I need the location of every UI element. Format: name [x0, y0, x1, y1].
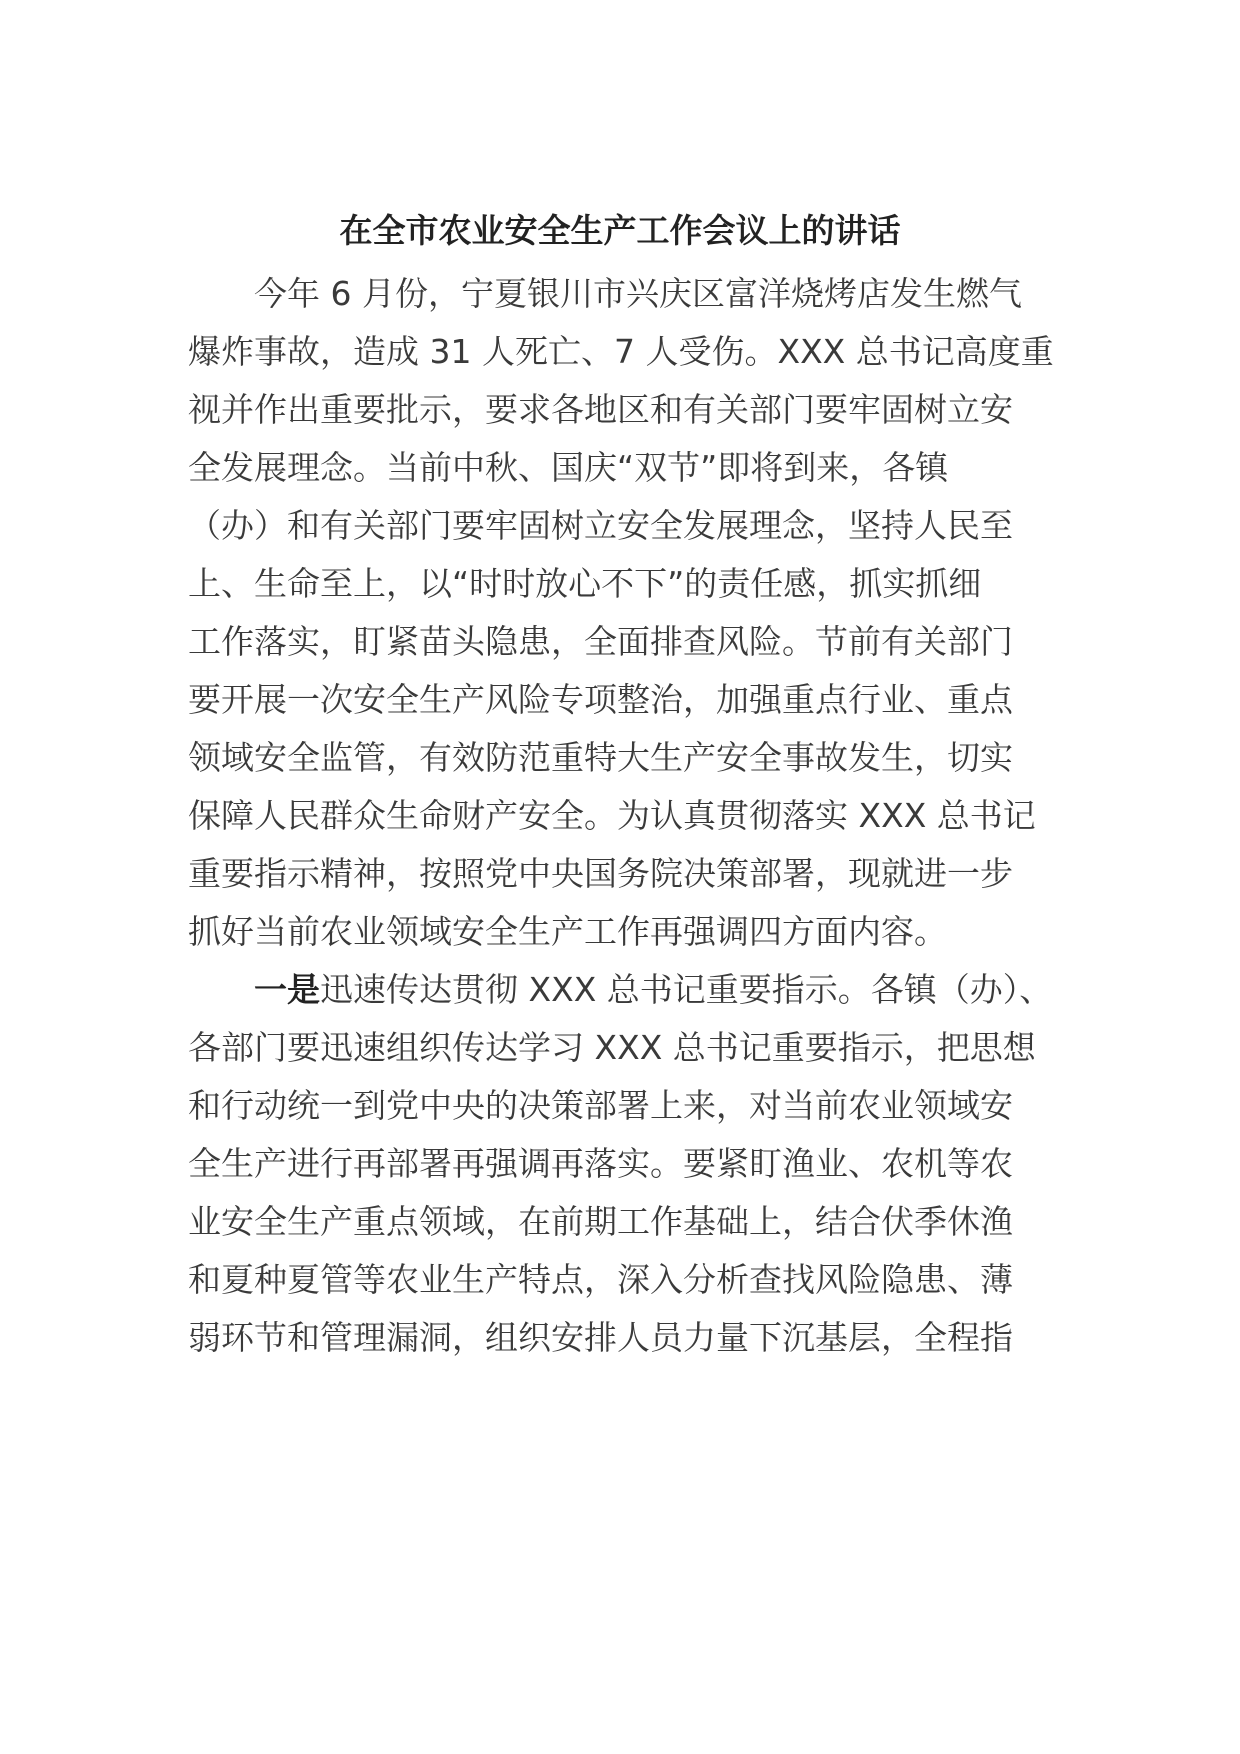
paragraph-first-line [254, 968, 1052, 1012]
paragraph-line: 工作落实，盯紧苗头隐患，全面排查风险。节前有关部门 [188, 622, 1013, 661]
paragraph-line: 业安全生产重点领域，在前期工作基础上，结合伏季休渔 [188, 1202, 1013, 1241]
paragraph-line: 全发展理念。当前中秋、国庆“双节”即将到来，各镇 [188, 448, 949, 487]
paragraph-line: 上、生命至上，以“时时放心不下”的责任感，抓实抓细 [188, 564, 982, 603]
paragraph-line: 爆炸事故，造成 31 人死亡、7 人受伤。XXX 总书记高度重 [188, 332, 1054, 371]
paragraph-line: （办）和有关部门要牢固树立安全发展理念，坚持人民至 [188, 506, 1013, 545]
paragraph-line: 弱环节和管理漏洞，组织安排人员力量下沉基层，全程指 [188, 1318, 1013, 1357]
paragraph-line: 要开展一次安全生产风险专项整治，加强重点行业、重点 [188, 680, 1013, 719]
paragraph-first-line-text: 迅速传达贯彻 XXX 总书记重要指示。各镇（办）、 [320, 970, 1053, 1009]
paragraph-line: 今年 6 月份，宁夏银川市兴庆区富洋烧烤店发生燃气 [254, 274, 1022, 313]
paragraph-line: 领域安全监管，有效防范重特大生产安全事故发生，切实 [188, 738, 1013, 777]
paragraph-line: 全生产进行再部署再强调再落实。要紧盯渔业、农机等农 [188, 1144, 1013, 1183]
paragraph-line: 视并作出重要批示，要求各地区和有关部门要牢固树立安 [188, 390, 1013, 429]
paragraph-line: 和夏种夏管等农业生产特点，深入分析查找风险隐患、薄 [188, 1260, 1013, 1299]
paragraph-lead-bold: 一是 [254, 970, 320, 1009]
paragraph-line: 和行动统一到党中央的决策部署上来，对当前农业领域安 [188, 1086, 1013, 1125]
paragraph-line: 抓好当前农业领域安全生产工作再强调四方面内容。 [188, 912, 947, 951]
paragraph-line: 保障人民群众生命财产安全。为认真贯彻落实 XXX 总书记 [188, 796, 1036, 835]
paragraph-line: 各部门要迅速组织传达学习 XXX 总书记重要指示，把思想 [188, 1028, 1036, 1067]
document-title: 在全市农业安全生产工作会议上的讲话 [339, 211, 901, 250]
paragraph-line: 重要指示精神，按照党中央国务院决策部署，现就进一步 [188, 854, 1013, 893]
